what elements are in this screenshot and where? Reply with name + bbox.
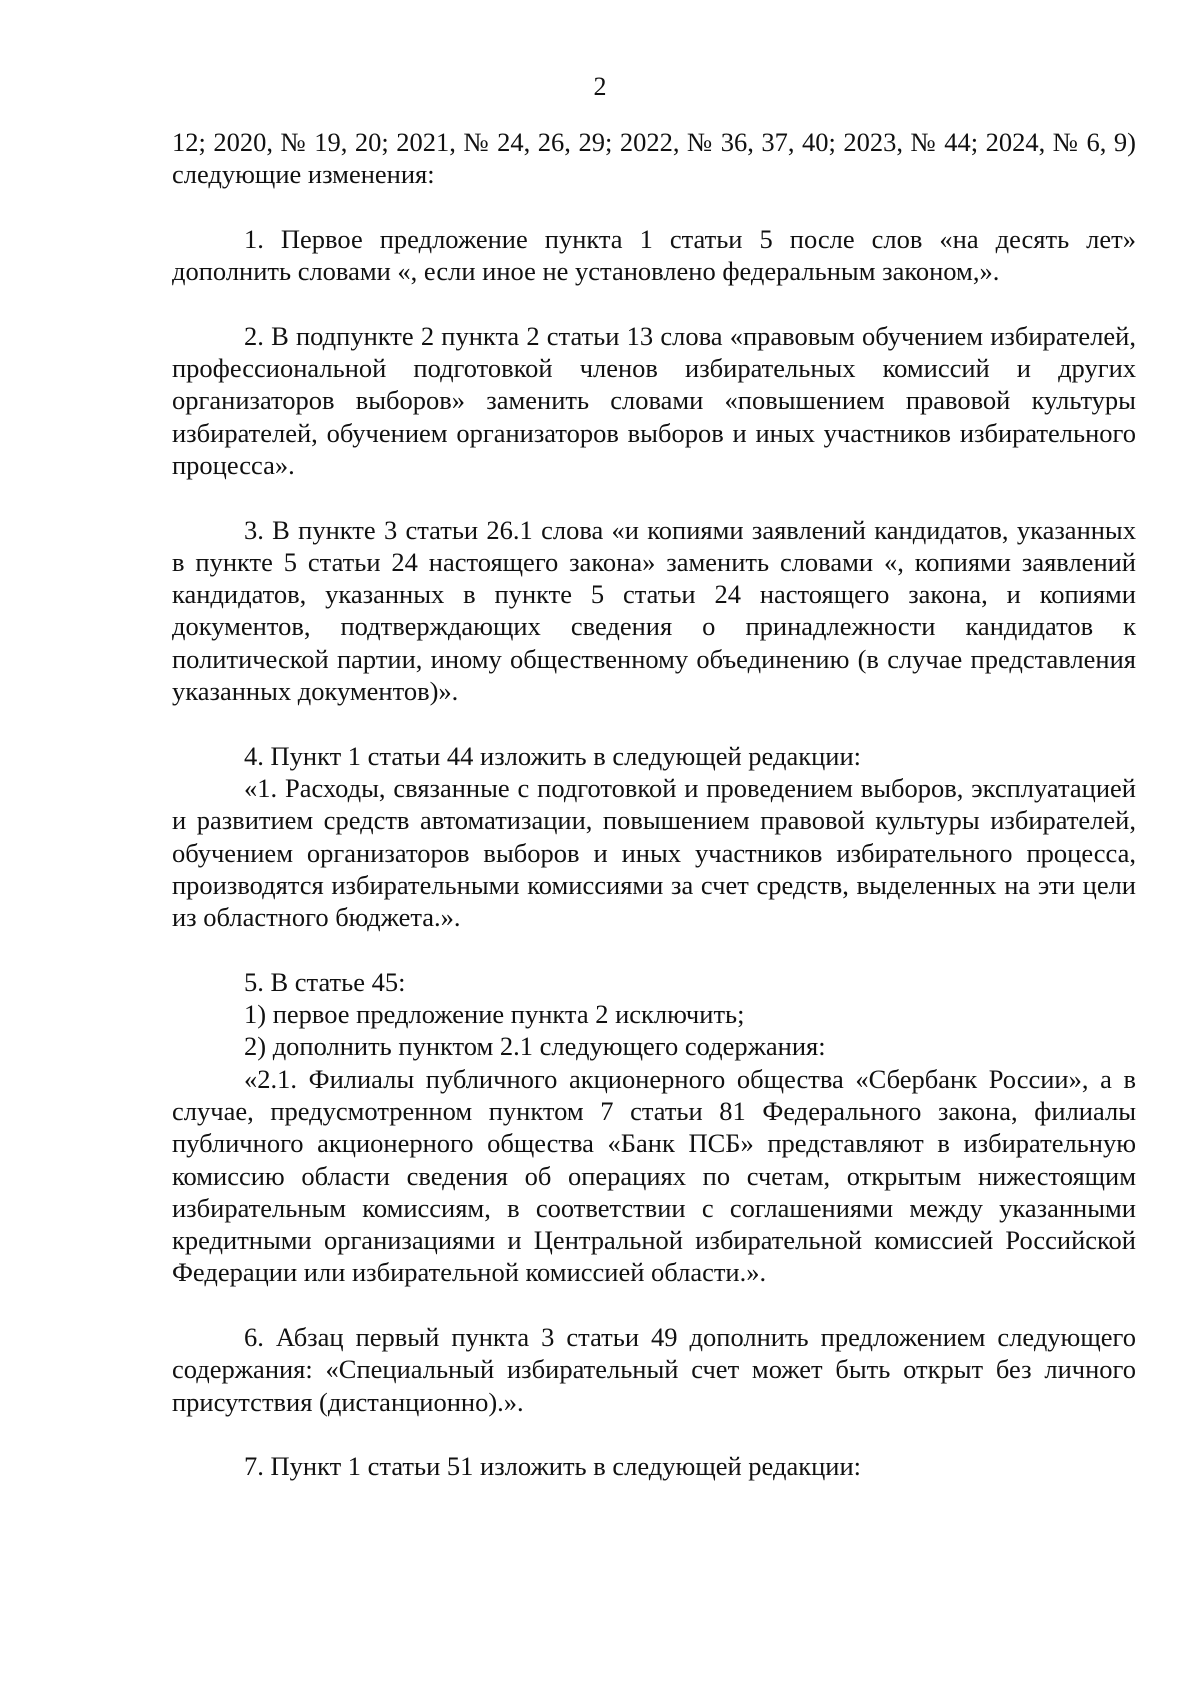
amendment-item-5-text: «2.1. Филиалы публичного акционерного общества «Сбербанк России», а в случае, предусмотренном пунктом 7 статьи 81 Федерального закона, филиалы публичного акционерного общества «Банк ПСБ» представляют в избирательную комиссию области сведения об операциях по счетам, открытым нижестоящим избирательным комиссиям, в соответствии с соглашениями между указанными кредитными организациями и Центральной избирательной комиссией Российской Федерации или избирательной комиссией области.». <box>172 1063 1136 1288</box>
amendment-item-4-text: «1. Расходы, связанные с подготовкой и проведением выборов, эксплуатацией и развитием средств автоматизации, повышением правовой культуры избирателей, обучением организаторов выборов и иных участников избирательного процесса, производятся избирательными комиссиями за счет средств, выделенных на эти цели из областного бюджета.». <box>172 772 1136 933</box>
amendment-item-5-subitem-2: 2) дополнить пунктом 2.1 следующего содержания: <box>244 1031 826 1062</box>
intro-paragraph: 12; 2020, № 19, 20; 2021, № 24, 26, 29; 2022, № 36, 37, 40; 2023, № 44; 2024, № 6, 9) следующие изменения: <box>172 127 1136 190</box>
amendment-item-4-heading: 4. Пункт 1 статьи 44 изложить в следующей редакции: <box>244 740 861 771</box>
amendment-item-5-heading: 5. В статье 45: <box>244 966 406 997</box>
amendment-item-5-subitem-1: 1) первое предложение пункта 2 исключить; <box>244 999 745 1030</box>
amendment-item-2: 2. В подпункте 2 пункта 2 статьи 13 слова «правовым обучением избирателей, профессиональной подготовкой членов избирательных комиссий и других организаторов выборов» заменить словами «повышением правовой культуры избирателей, обучением организаторов выборов и иных участников избирательного процесса». <box>172 320 1136 480</box>
amendment-item-6: 6. Абзац первый пункта 3 статьи 49 дополнить предложением следующего содержания: «Специальный избирательный счет может быть открыт без личного присутствия (дистанционно).». <box>172 1321 1136 1417</box>
amendment-item-3: 3. В пункте 3 статьи 26.1 слова «и копиями заявлений кандидатов, указанных в пункте 5 статьи 24 настоящего закона» заменить словами «, копиями заявлений кандидатов, указанных в пункте 5 статьи 24 настоящего закона, и копиями документов, подтверждающих сведения о принадлежности кандидатов к политической партии, иному общественному объединению (в случае представления указанных документов)». <box>172 514 1136 707</box>
document-body <box>172 126 1136 1482</box>
amendment-item-1: 1. Первое предложение пункта 1 статьи 5 после слов «на десять лет» дополнить словами «, если иное не установлено федеральным законом,». <box>172 223 1136 287</box>
amendment-item-7-heading: 7. Пункт 1 статьи 51 изложить в следующей редакции: <box>244 1451 861 1482</box>
page-number: 2 <box>593 72 607 101</box>
